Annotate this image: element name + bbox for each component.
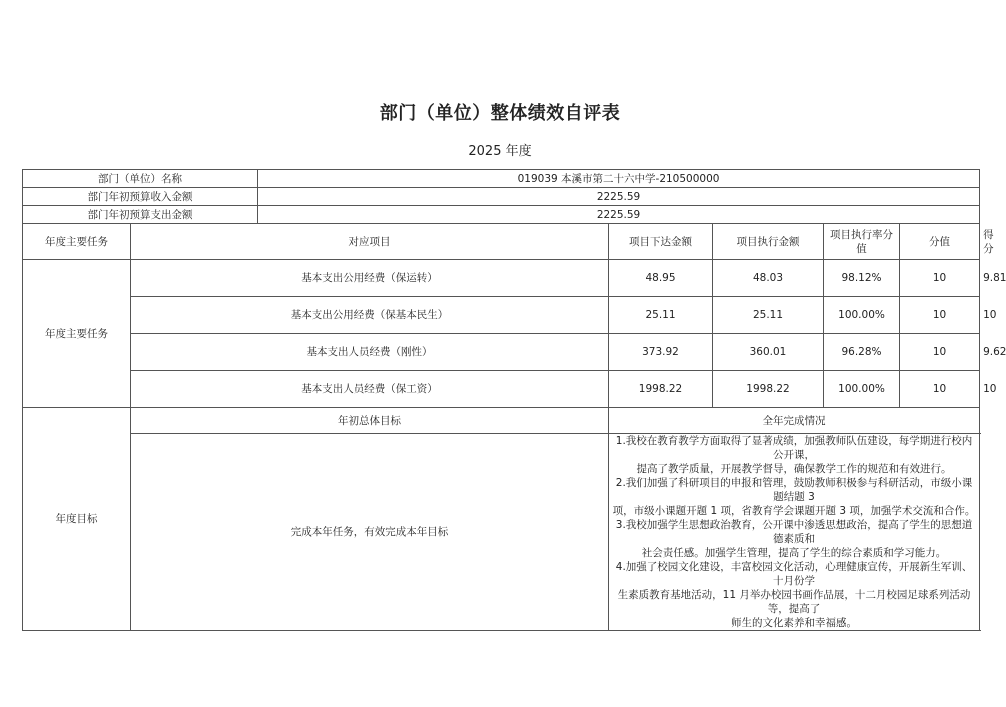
table-row: 年度主要任务 基本支出公用经费（保运转） 48.95 48.03 98.12% 10 9.81 — [23, 260, 980, 297]
col-header-score: 分值 — [900, 224, 980, 260]
expense-label: 部门年初预算支出金额 — [23, 206, 258, 224]
table-row: 基本支出公用经费（保基本民生） 25.11 25.11 100.00% 10 10 — [23, 297, 980, 334]
execution-rate: 100.00% — [824, 371, 900, 408]
col-header-project: 对应项目 — [131, 224, 609, 260]
completion-line: 2.我们加强了科研项目的申报和管理，鼓励教师积极参与科研活动，市级小课题结题 3 — [615, 477, 973, 503]
tasks-section-label: 年度主要任务 — [23, 260, 131, 408]
completion-line: 4.加强了校园文化建设，丰富校园文化活动，心理健康宣传，开展新生军训、十月份学 — [615, 561, 973, 587]
dept-label: 部门（单位）名称 — [23, 170, 258, 188]
expense-value: 2225.59 — [258, 206, 980, 224]
executed-amount: 25.11 — [713, 297, 824, 334]
executed-amount: 48.03 — [713, 260, 824, 297]
tasks-header-row: 年度主要任务 对应项目 项目下达金额 项目执行金额 项目执行率分值 分值 得分 — [23, 224, 980, 260]
score-value: 10 — [900, 260, 980, 297]
score-value: 10 — [900, 334, 980, 371]
info-row-income — [23, 188, 980, 206]
completion-line: 生素质教育基地活动，11 月举办校园书画作品展，十二月校园足球系列活动等，提高了 — [617, 589, 971, 615]
dept-value: 019039 本溪市第二十六中学-210500000 — [258, 170, 980, 188]
allocated-amount: 373.92 — [609, 334, 713, 371]
execution-rate: 98.12% — [824, 260, 900, 297]
project-name: 基本支出人员经费（保工资） — [131, 371, 609, 408]
execution-rate: 100.00% — [824, 297, 900, 334]
project-name: 基本支出公用经费（保基本民生） — [131, 297, 609, 334]
completion-header: 全年完成情况 — [609, 408, 980, 434]
form-title: 部门（单位）整体绩效自评表 — [379, 103, 621, 124]
tasks-header-label: 年度主要任务 — [23, 224, 131, 260]
completion-line: 项，市级小课题开题 1 项，省教育学会课题开题 3 项，加强学术交流和合作。 — [612, 505, 976, 517]
form-year: 2025 年度 — [468, 144, 532, 159]
col-header-rate: 项目执行率分值 — [824, 224, 900, 260]
completion-line: 1.我校在教育教学方面取得了显著成绩，加强教师队伍建设，每学期进行校内公开课， — [615, 435, 973, 461]
goals-header-row — [23, 408, 980, 434]
completion-line: 3.我校加强学生思想政治教育，公开课中渗透思想政治，提高了学生的思想道德素质和 — [615, 519, 973, 545]
allocated-amount: 25.11 — [609, 297, 713, 334]
table-row: 基本支出人员经费（刚性） 373.92 360.01 96.28% 10 9.62 — [23, 334, 980, 371]
performance-table — [22, 169, 1006, 631]
completion-line: 提高了教学质量，开展教学督导，确保教学工作的规范和有效进行。 — [636, 463, 952, 475]
col-header-executed: 项目执行金额 — [713, 224, 824, 260]
completion-line: 师生的文化素养和幸福感。 — [731, 617, 858, 629]
executed-amount: 1998.22 — [713, 371, 824, 408]
project-name: 基本支出人员经费（刚性） — [131, 334, 609, 371]
target-text: 完成本年任务，有效完成本年目标 — [131, 434, 609, 631]
col-header-allocated: 项目下达金额 — [609, 224, 713, 260]
income-value: 2225.59 — [258, 188, 980, 206]
score-value: 10 — [900, 297, 980, 334]
goals-section-label: 年度目标 — [23, 408, 131, 631]
allocated-amount: 1998.22 — [609, 371, 713, 408]
target-header: 年初总体目标 — [131, 408, 609, 434]
allocated-amount: 48.95 — [609, 260, 713, 297]
income-label: 部门年初预算收入金额 — [23, 188, 258, 206]
goals-content-row — [23, 434, 980, 631]
executed-amount: 360.01 — [713, 334, 824, 371]
score-value: 10 — [900, 371, 980, 408]
table-row: 基本支出人员经费（保工资） 1998.22 1998.22 100.00% 10 10 — [23, 371, 980, 408]
info-row-expense — [23, 206, 980, 224]
info-row-dept — [23, 170, 980, 188]
project-name: 基本支出公用经费（保运转） — [131, 260, 609, 297]
completion-line: 社会责任感。加强学生管理，提高了学生的综合素质和学习能力。 — [641, 547, 947, 559]
execution-rate: 96.28% — [824, 334, 900, 371]
completion-text — [609, 434, 980, 631]
